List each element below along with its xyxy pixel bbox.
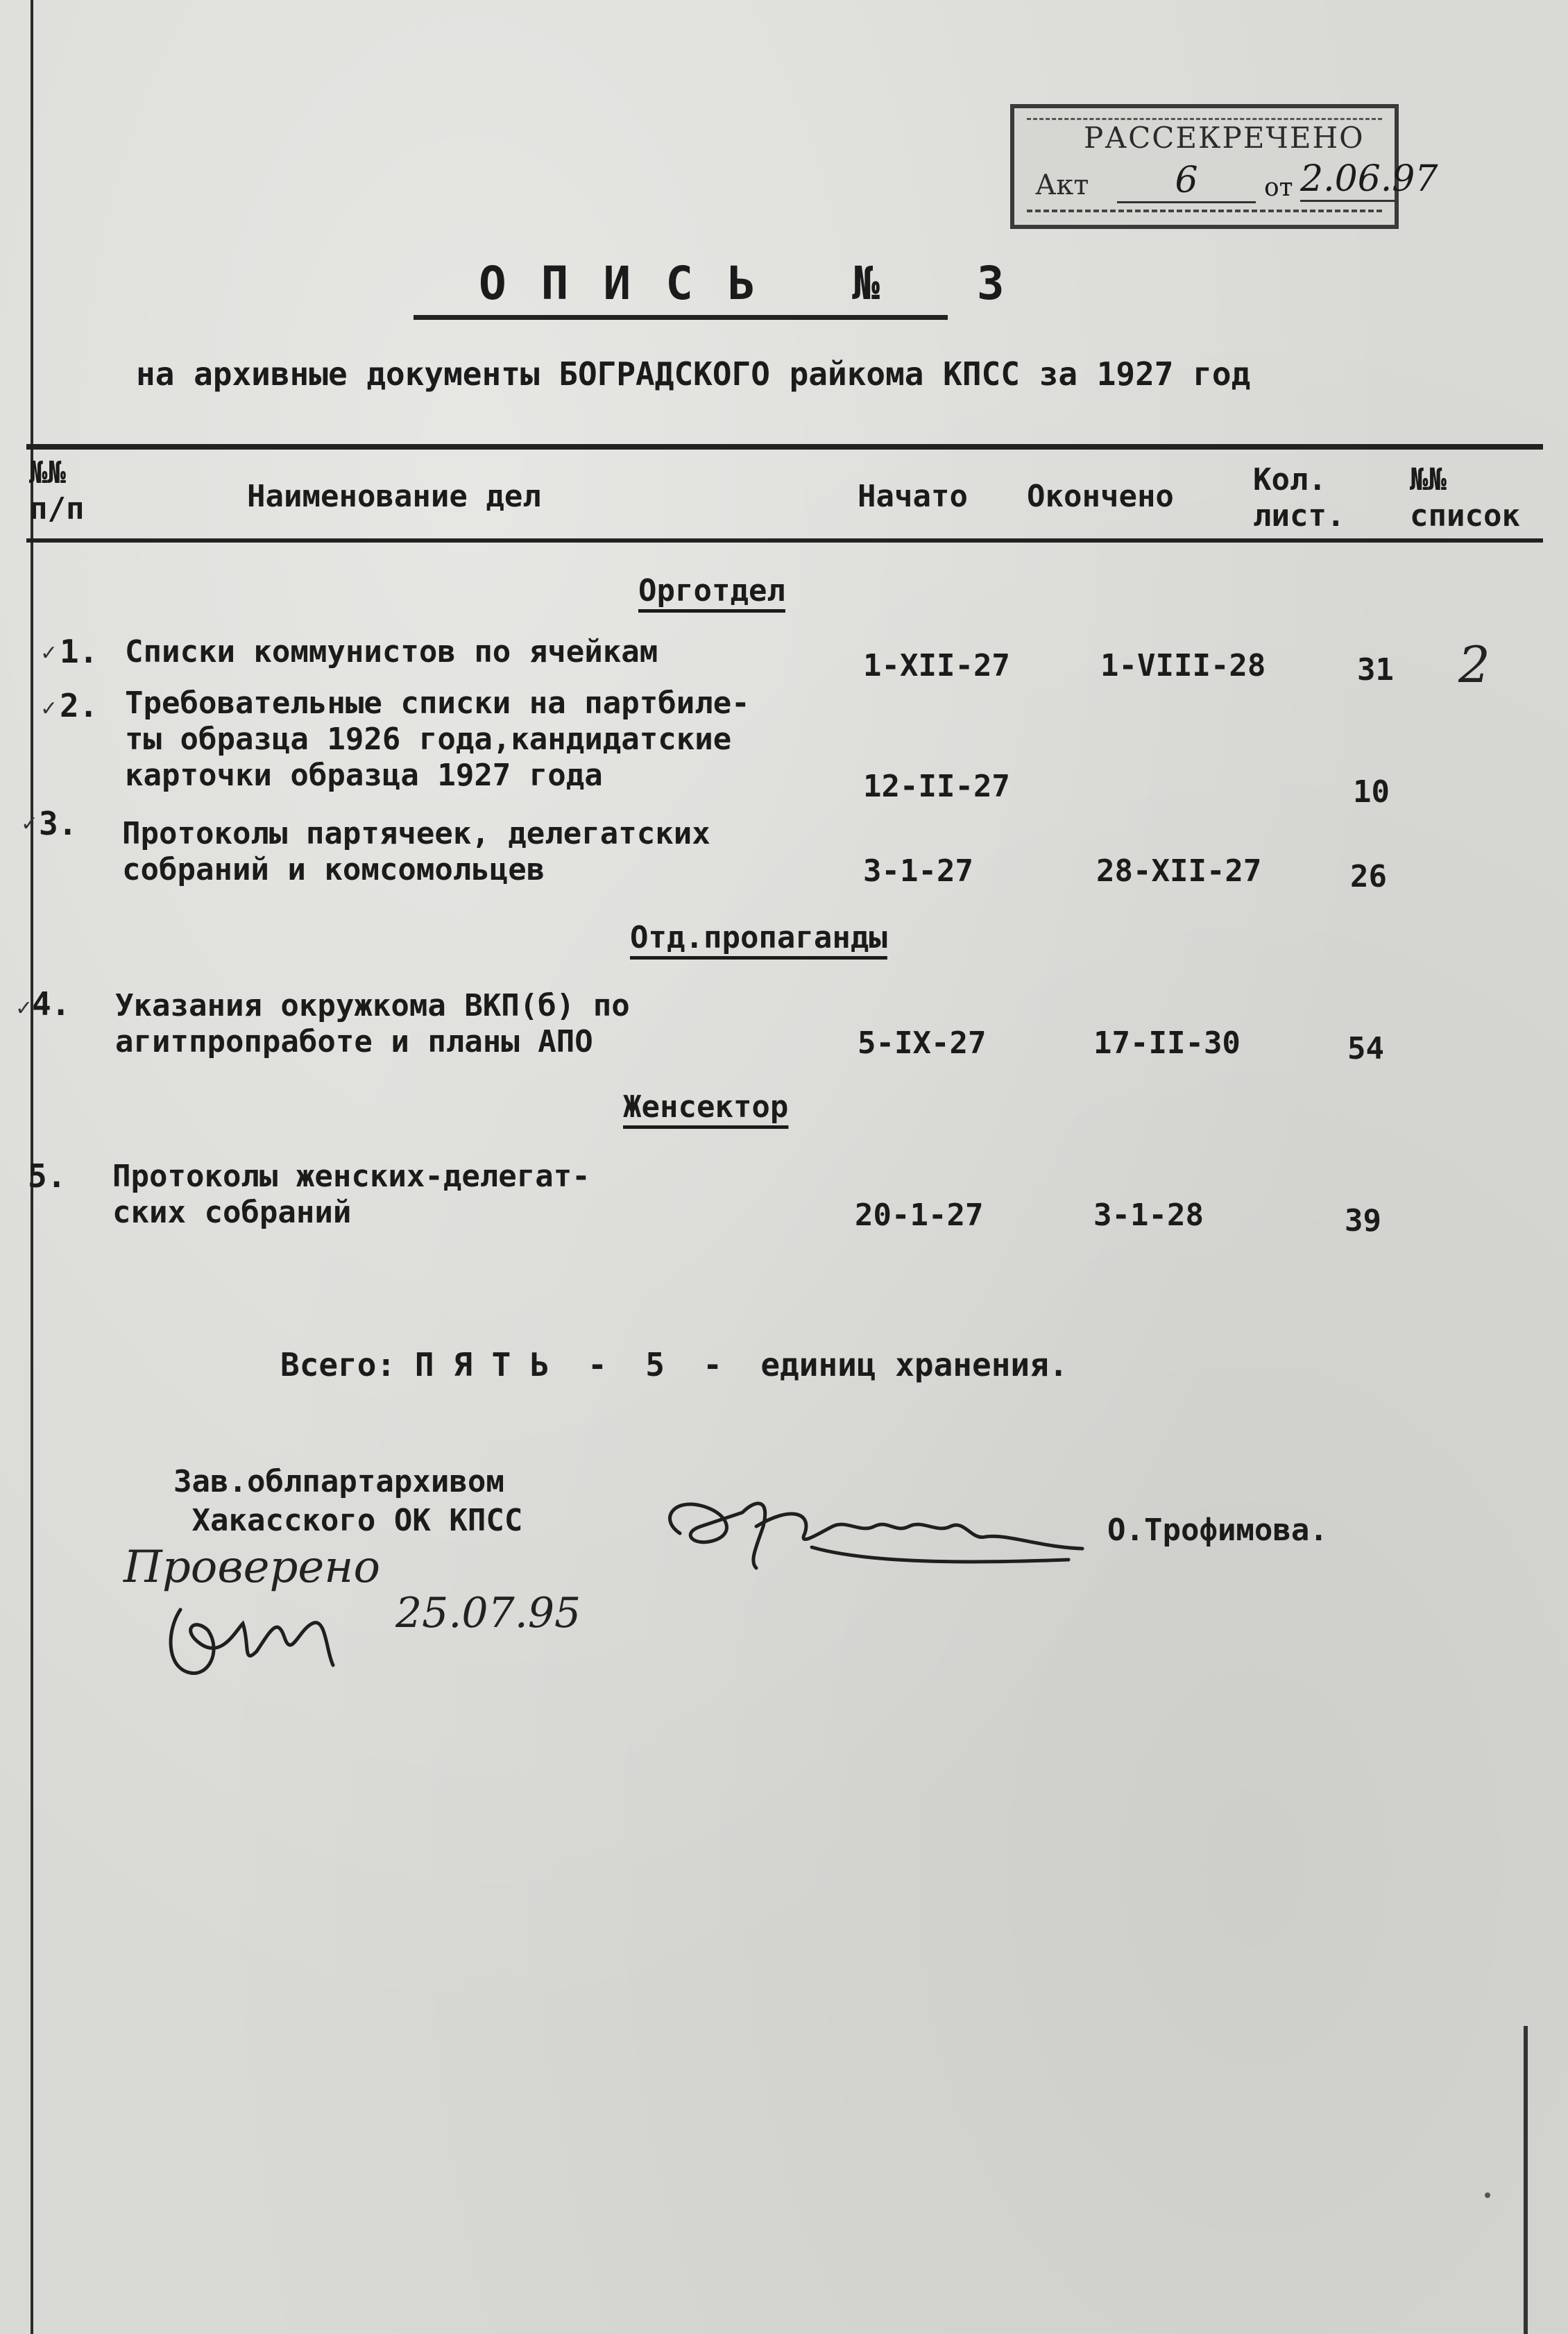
title-underline: [414, 315, 948, 320]
row-number: 2.: [60, 687, 99, 724]
row-end: 28-XII-27: [1096, 853, 1262, 889]
section-heading: Женсектор: [623, 1089, 789, 1125]
stamp-date-label: от: [1264, 173, 1293, 202]
row-end: 1-VIII-28: [1100, 648, 1266, 683]
total-line: Всего: П Я Т Ь - 5 - единиц хранения.: [280, 1346, 1068, 1383]
table-header-rule: [26, 538, 1543, 543]
handwritten-signature: [652, 1471, 1096, 1582]
section-heading: Орготдел: [638, 573, 785, 608]
check-mark-icon: ✓: [40, 697, 58, 721]
check-mark-icon: ✓: [21, 812, 39, 836]
page-speck: [1485, 2192, 1490, 2198]
row-end: 3-1-28: [1093, 1198, 1204, 1233]
row-number: 4.: [32, 985, 71, 1023]
row-title: Протоколы партячеек, делегатских собраний и комсомольцев: [122, 816, 710, 887]
row-start: 20-1-27: [855, 1198, 984, 1233]
table-top-rule: [26, 444, 1543, 450]
row-number: 5.: [28, 1157, 67, 1195]
section-heading: Отд.пропаганды: [630, 920, 887, 955]
header-start: Начато: [858, 479, 968, 514]
header-num: №№ п/п: [29, 455, 85, 527]
stamp-act-label: Акт: [1035, 169, 1089, 201]
check-note: Проверено: [123, 1542, 380, 1593]
signer-name: О.Трофимова.: [1107, 1513, 1328, 1548]
row-title: Указания окружкома ВКП(б) по агитпропработе и планы АПО: [115, 988, 630, 1059]
stamp-title: РАССЕКРЕЧЕНО: [1084, 121, 1365, 155]
header-end: Окончено: [1027, 479, 1174, 514]
row-title: Требовательные списки на партбиле- ты образца 1926 года,кандидатские карточки образца 1927 года: [125, 685, 750, 793]
document-subtitle: на архивные документы БОГРАДСКОГО райкома КПСС за 1927 год: [136, 355, 1251, 393]
stamp-date: 2.06.97: [1300, 158, 1395, 202]
row-title: Списки коммунистов по ячейкам: [125, 634, 658, 670]
checker-initials: [160, 1589, 354, 1686]
row-sheets: 54: [1347, 1031, 1384, 1066]
row-sheets: 26: [1350, 859, 1387, 894]
row-start: 1-XII-27: [863, 648, 1010, 683]
row-start: 12-II-27: [863, 769, 1010, 804]
check-mark-icon: ✓: [15, 996, 33, 1021]
header-list: №№ список: [1410, 462, 1520, 534]
row-title: Протоколы женских-делегат- ских собраний: [112, 1159, 590, 1230]
declassified-stamp: [1010, 104, 1438, 229]
row-sheets: 10: [1353, 774, 1390, 810]
check-date: 25.07.95: [395, 1589, 581, 1637]
check-mark-icon: ✓: [40, 641, 58, 665]
stamp-act-number: 6: [1117, 160, 1256, 203]
row-list: 2: [1458, 636, 1490, 694]
page-right-edge: [1524, 2026, 1528, 2334]
row-start: 5-IX-27: [858, 1025, 987, 1061]
header-sheets: Кол. лист.: [1253, 462, 1345, 534]
document-title: ОПИСЬ № 3: [479, 257, 1039, 310]
signer-position: Зав.облпартархивом Хакасского ОК КПСС: [173, 1464, 523, 1538]
row-sheets: 39: [1345, 1203, 1381, 1238]
header-name: Наименование дел: [247, 479, 541, 514]
row-number: 3.: [39, 805, 78, 842]
row-number: 1.: [60, 633, 99, 670]
row-start: 3-1-27: [863, 853, 973, 889]
row-end: 17-II-30: [1093, 1025, 1241, 1061]
row-sheets: 31: [1357, 652, 1394, 688]
